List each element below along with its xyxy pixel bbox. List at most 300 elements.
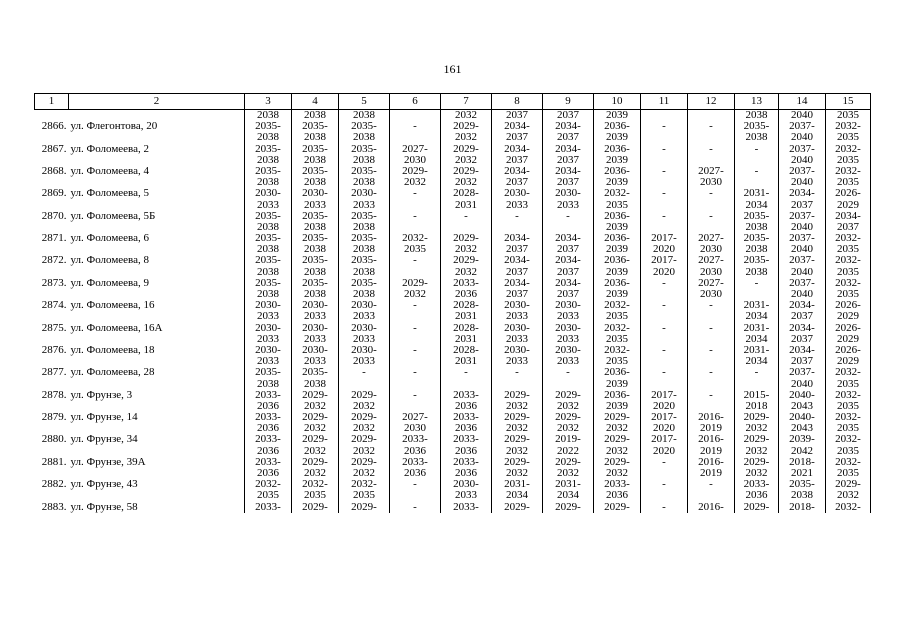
year-value: 2032	[455, 153, 477, 166]
year-value: 2038	[353, 288, 375, 300]
year-value: 2030-	[255, 321, 281, 334]
year-value: 2030-	[351, 343, 377, 356]
year-value: -	[515, 366, 519, 379]
year-value: 2032-	[604, 321, 630, 334]
year-range-cell	[339, 479, 390, 501]
year-value: 2029-	[453, 142, 479, 155]
address-cell: ул. Фоломеева, 28	[70, 366, 155, 379]
year-value: 2033	[557, 355, 579, 368]
year-value: 2031-	[743, 321, 770, 334]
year-value: -	[413, 321, 417, 334]
year-value: 2037	[506, 243, 528, 256]
year-value: 2034-	[504, 142, 530, 155]
year-value: 2039	[606, 377, 628, 390]
year-range-cell	[492, 367, 543, 389]
year-value: 2033-	[255, 455, 281, 468]
year-value: 2034-	[504, 232, 530, 245]
year-range-cell	[245, 144, 292, 166]
year-value: -	[662, 142, 666, 155]
year-value: 2032-	[835, 455, 861, 468]
year-range-cell	[594, 121, 641, 143]
year-value: 2033-	[453, 500, 479, 513]
year-value: 2035	[606, 332, 628, 345]
year-value: 2034-	[555, 232, 581, 245]
year-value: 2030-	[504, 343, 530, 356]
row-number-cell: 2873.	[41, 276, 67, 289]
year-range-cell	[339, 144, 390, 166]
year-range-cell	[779, 502, 826, 513]
year-range-cell	[688, 166, 735, 188]
year-value: 2033-	[453, 455, 479, 468]
year-range-cell	[441, 211, 492, 233]
year-value: -	[566, 209, 570, 222]
year-value: 2032	[404, 176, 426, 189]
year-range-cell	[641, 323, 688, 345]
year-value: -	[709, 120, 713, 133]
address-cell: ул. Фрунзе, 3	[70, 388, 133, 401]
year-range-cell	[735, 502, 779, 513]
year-value: 2032-	[604, 299, 630, 312]
year-value: -	[413, 254, 417, 267]
year-value: 2035-	[302, 209, 328, 222]
year-value: 2020	[653, 399, 675, 412]
year-value: -	[709, 187, 713, 200]
year-value: 2016-	[698, 455, 724, 468]
year-range-cell	[390, 390, 441, 412]
year-value: 2020	[653, 265, 675, 278]
year-value: 2029	[837, 355, 859, 368]
year-range-cell	[735, 434, 779, 456]
year-value: -	[662, 366, 666, 379]
year-value: 2030-	[504, 187, 530, 200]
year-range-cell	[492, 121, 543, 143]
year-value: 2038	[257, 265, 279, 278]
year-value: 2038	[257, 220, 279, 233]
year-value: 2036	[404, 467, 426, 479]
table-row	[35, 457, 871, 479]
year-range-cell	[641, 255, 688, 277]
year-value: -	[662, 321, 666, 334]
year-range-cell	[292, 367, 339, 389]
year-range-cell	[492, 457, 543, 479]
year-value: 2028-	[453, 343, 479, 356]
year-value: 2029-	[302, 433, 328, 446]
year-value: 2032-	[835, 120, 861, 133]
year-value: 2032	[745, 467, 768, 479]
year-value: 2035-	[351, 164, 377, 177]
year-value: 2033	[304, 332, 326, 345]
column-header-2: 2	[69, 94, 245, 110]
year-range-cell	[543, 166, 594, 188]
year-range-cell	[292, 412, 339, 434]
year-value: 2036	[455, 288, 477, 300]
year-range-cell	[688, 390, 735, 412]
year-range-cell	[245, 255, 292, 277]
year-value: 2038	[304, 109, 326, 121]
year-range-cell	[779, 211, 826, 233]
year-value: 2029	[837, 332, 859, 345]
year-value: 2032	[353, 399, 375, 412]
year-value: 2027-	[402, 411, 428, 424]
year-value: 2031	[455, 310, 477, 323]
year-value	[390, 132, 440, 143]
year-value: 2032-	[255, 478, 281, 491]
year-value: 2031-	[743, 187, 770, 200]
year-value: 2035-	[743, 232, 770, 245]
year-value: 2035-	[255, 164, 281, 177]
year-range-cell	[735, 412, 779, 434]
year-value: 2043	[791, 422, 813, 435]
year-value: 2026-	[835, 187, 861, 200]
address-cell: ул. Флегонтова, 20	[70, 120, 158, 133]
repair-schedule-table	[34, 93, 871, 513]
year-value: 2033-	[255, 411, 281, 424]
year-value: 2032	[745, 444, 768, 457]
year-value: 2035	[837, 399, 859, 412]
year-value: 2027-	[698, 276, 724, 289]
year-range-cell	[779, 188, 826, 210]
year-value: 2032	[455, 265, 477, 278]
year-value: 2035-	[302, 276, 328, 289]
year-range-cell	[441, 278, 492, 300]
table-row	[35, 121, 871, 143]
year-value: 2037-	[789, 232, 815, 245]
year-range-cell	[492, 211, 543, 233]
address-cell: ул. Фрунзе, 43	[70, 478, 138, 491]
year-value: 2036	[404, 444, 426, 457]
year-value: 2038	[257, 109, 279, 121]
year-range-cell	[339, 233, 390, 255]
year-value: 2033	[257, 355, 279, 368]
year-value: 2017-	[651, 433, 677, 446]
year-value: 2035	[404, 243, 426, 256]
year-value: -	[662, 299, 666, 312]
year-value: -	[709, 366, 713, 379]
year-range-cell	[735, 457, 779, 479]
address-cell: ул. Фрунзе, 39А	[70, 455, 146, 468]
year-range-cell	[543, 457, 594, 479]
year-range-cell	[339, 255, 390, 277]
year-value: -	[709, 209, 713, 222]
year-value: 2035	[837, 131, 859, 144]
year-value: 2037	[791, 332, 813, 345]
year-value	[641, 200, 687, 211]
row-number-cell: 2871.	[41, 232, 67, 245]
year-value: -	[754, 164, 759, 177]
year-value: 2033-	[402, 455, 428, 468]
year-value: 2030-	[255, 299, 281, 312]
year-value: 2030-	[453, 478, 479, 491]
year-value: 2032	[455, 109, 477, 121]
year-value: 2035	[837, 288, 859, 300]
year-range-cell	[826, 188, 871, 210]
year-range-cell	[594, 188, 641, 210]
year-value: 2033-	[453, 411, 479, 424]
year-value: 2040	[791, 288, 813, 300]
year-value: 2017-	[651, 411, 677, 424]
year-value: 2035-	[351, 142, 377, 155]
year-value: 2030-	[351, 321, 377, 334]
year-value: -	[662, 187, 666, 200]
year-value: 2032	[557, 467, 579, 479]
year-value: 2039	[606, 176, 628, 189]
year-value: 2030-	[504, 321, 530, 334]
column-header-5: 5	[339, 94, 390, 110]
year-value: 2029-	[453, 232, 479, 245]
year-value: 2034-	[504, 120, 530, 133]
year-range-cell	[245, 390, 292, 412]
year-range-cell	[641, 502, 688, 513]
row-number-cell: 2882.	[41, 478, 67, 491]
year-range-cell	[390, 479, 441, 501]
year-value	[688, 311, 734, 322]
year-value: 2036-	[604, 232, 630, 245]
year-value: 2034	[506, 489, 528, 502]
year-value: 2029	[837, 310, 859, 323]
year-range-cell	[292, 233, 339, 255]
year-value: 2031-	[743, 343, 770, 356]
year-range-cell	[735, 188, 779, 210]
year-value: 2037-	[789, 142, 815, 155]
year-range-cell	[492, 502, 543, 513]
year-value: 2029	[837, 198, 859, 211]
table-row	[35, 211, 871, 233]
year-range-cell	[641, 457, 688, 479]
year-range-cell	[641, 367, 688, 389]
year-value	[688, 200, 734, 211]
year-value: 2031	[455, 355, 477, 368]
year-range-cell	[779, 367, 826, 389]
year-value: 2036	[257, 422, 279, 435]
year-value: 2037-	[789, 254, 815, 267]
year-range-cell	[543, 323, 594, 345]
year-value: -	[662, 120, 666, 133]
year-value: 2040	[791, 109, 813, 121]
year-value: 2038	[257, 243, 279, 256]
year-value: 2034-	[789, 187, 815, 200]
year-value: 2038	[353, 109, 375, 121]
year-value: 2032	[606, 467, 628, 479]
year-value: 2035	[837, 377, 859, 390]
year-range-cell	[390, 233, 441, 255]
year-range-cell	[688, 323, 735, 345]
year-value: 2035-	[789, 478, 815, 491]
year-value: -	[709, 299, 713, 312]
year-range-cell	[594, 412, 641, 434]
year-value: 2029-	[402, 276, 428, 289]
year-value: 2032	[506, 422, 528, 435]
year-value: 2039	[606, 131, 628, 144]
year-value: 2033	[304, 355, 326, 368]
year-value: 2032	[506, 444, 528, 457]
year-value: 2030-	[555, 187, 581, 200]
year-value: 2032	[606, 444, 628, 457]
year-range-cell	[688, 278, 735, 300]
year-value: 2038	[745, 131, 768, 144]
year-value: 2036	[257, 399, 279, 412]
year-value: 2032	[455, 243, 477, 256]
year-value: -	[662, 500, 666, 513]
year-value: 2032-	[835, 164, 861, 177]
year-range-cell	[688, 144, 735, 166]
year-value: 2030-	[302, 187, 328, 200]
year-range-cell	[594, 390, 641, 412]
year-range-cell	[779, 300, 826, 322]
year-range-cell	[735, 278, 779, 300]
year-range-cell	[594, 479, 641, 501]
year-value: 2037	[837, 220, 859, 233]
year-value: 2039	[606, 153, 628, 166]
table-row	[35, 144, 871, 166]
year-value: 2033-	[402, 433, 428, 446]
year-value: 2040	[791, 176, 813, 189]
year-value: 2035-	[255, 232, 281, 245]
year-value: 2029-	[453, 254, 479, 267]
year-range-cell	[688, 211, 735, 233]
year-range-cell	[594, 367, 641, 389]
year-range-cell	[594, 233, 641, 255]
year-range-cell	[826, 144, 871, 166]
year-value	[390, 379, 440, 390]
year-value	[390, 490, 440, 501]
row-number-cell: 2878.	[41, 388, 67, 401]
year-value: 2034-	[504, 276, 530, 289]
year-value	[492, 379, 542, 390]
year-range-cell	[779, 255, 826, 277]
year-value: 2030-	[302, 299, 328, 312]
year-range-cell	[441, 323, 492, 345]
year-value: 2035-	[743, 254, 770, 267]
year-value: 2035-	[351, 209, 377, 222]
address-cell: ул. Фоломеева, 6	[70, 232, 149, 245]
year-range-cell	[492, 144, 543, 166]
year-value: 2035-	[255, 142, 281, 155]
year-value: 2035-	[351, 120, 377, 133]
year-range-cell	[339, 166, 390, 188]
year-value: -	[754, 276, 759, 289]
year-range-cell	[441, 255, 492, 277]
year-value: 2029-	[743, 455, 770, 468]
year-value: 2032	[353, 444, 375, 457]
year-value: 2037	[791, 310, 813, 323]
table-row	[35, 188, 871, 210]
year-value: 2033	[257, 198, 279, 211]
year-value: 2037	[557, 153, 579, 166]
year-range-cell	[779, 345, 826, 367]
year-value	[688, 490, 734, 501]
year-range-cell	[826, 479, 871, 501]
year-range-cell	[245, 278, 292, 300]
page-number: 161	[443, 62, 462, 76]
year-value: 2033-	[453, 388, 479, 401]
year-range-cell	[688, 255, 735, 277]
year-value: -	[413, 366, 417, 379]
table-row	[35, 502, 871, 513]
year-value: 2035	[606, 355, 628, 368]
year-value: -	[662, 276, 666, 289]
year-value: 2034-	[504, 254, 530, 267]
year-value: -	[515, 209, 519, 222]
year-value: -	[662, 209, 666, 222]
year-range-cell	[826, 278, 871, 300]
year-value: 2038	[353, 176, 375, 189]
year-range-cell	[543, 412, 594, 434]
row-number-cell: 2875.	[41, 321, 67, 334]
year-range-cell	[492, 412, 543, 434]
year-range-cell	[688, 345, 735, 367]
address-cell: ул. Фоломеева, 18	[70, 343, 155, 356]
year-range-cell	[245, 367, 292, 389]
year-value	[339, 379, 389, 390]
year-value: 2035-	[255, 366, 281, 379]
year-value: 2035	[837, 243, 859, 256]
address-cell: ул. Фоломеева, 4	[70, 164, 149, 177]
year-range-cell	[492, 390, 543, 412]
year-value: 2035-	[255, 120, 281, 133]
row-number-cell: 2876.	[41, 343, 67, 356]
year-range-cell	[641, 345, 688, 367]
year-value	[641, 379, 687, 390]
year-value: 2038	[304, 131, 326, 144]
year-value: 2040	[791, 377, 813, 390]
year-range-cell	[641, 121, 688, 143]
year-value: 2029-	[351, 388, 377, 401]
year-range-cell	[245, 188, 292, 210]
year-value: 2042	[791, 444, 813, 457]
year-range-cell	[779, 412, 826, 434]
year-value: 2027-	[698, 232, 724, 245]
year-value: 2035-	[302, 142, 328, 155]
year-value: 2032	[506, 467, 528, 479]
year-value: 2043	[791, 399, 813, 412]
year-range-cell	[735, 323, 779, 345]
year-range-cell	[779, 233, 826, 255]
year-range-cell	[826, 367, 871, 389]
year-value: 2029-	[351, 411, 377, 424]
year-value: 2031-	[504, 478, 530, 491]
year-range-cell	[735, 390, 779, 412]
year-value: 2034	[745, 332, 768, 345]
year-range-cell	[735, 233, 779, 255]
year-value: 2026-	[835, 299, 861, 312]
year-range-cell	[339, 367, 390, 389]
year-value: 2030-	[555, 299, 581, 312]
year-value: -	[709, 388, 713, 401]
year-value: 2034-	[555, 120, 581, 133]
year-range-cell	[735, 345, 779, 367]
year-value: 2021	[791, 467, 813, 479]
year-range-cell	[594, 255, 641, 277]
year-value: 2033	[257, 332, 279, 345]
year-value: 2035	[606, 310, 628, 323]
table-row	[35, 323, 871, 345]
year-value: 2034-	[555, 276, 581, 289]
year-value: -	[413, 500, 417, 513]
year-range-cell	[339, 457, 390, 479]
year-value	[641, 132, 687, 143]
year-value: 2031-	[743, 299, 770, 312]
year-value	[441, 379, 491, 390]
year-range-cell	[779, 434, 826, 456]
year-range-cell	[245, 345, 292, 367]
table-row	[35, 367, 871, 389]
year-value	[735, 379, 778, 390]
year-range-cell	[735, 300, 779, 322]
year-value: 2030-	[255, 187, 281, 200]
year-value: 2032-	[402, 232, 428, 245]
year-range-cell	[688, 300, 735, 322]
year-range-cell	[292, 323, 339, 345]
